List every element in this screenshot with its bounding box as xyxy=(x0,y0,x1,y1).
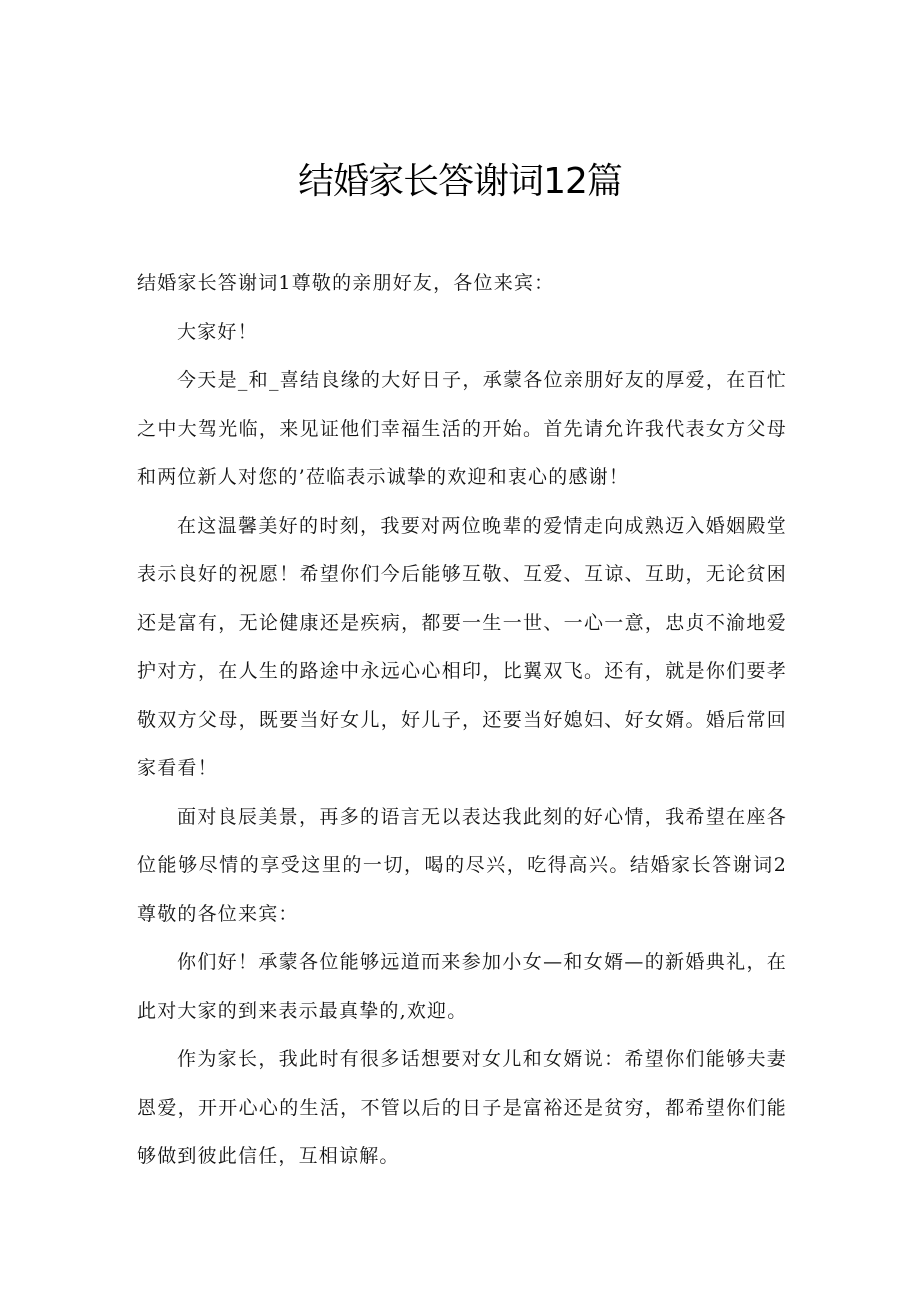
paragraph-welcome: 今天是_和_喜结良缘的大好日子，承蒙各位亲朋好友的厚爱，在百忙之中大驾光临，来见证他们幸福生活的开始。首先请允许我代表女方父母和两位新人对您的’莅临表示诚挚的欢迎和衷心的感谢！ xyxy=(137,369,787,488)
paragraph-greeting: 大家好！ xyxy=(177,320,258,343)
paragraph-closing: 面对良辰美景，再多的语言无以表达我此刻的好心情，我希望在座各位能够尽情的享受这里的一切，喝的尽兴，吃得高兴。结婚家长答谢词2尊敬的各位来宾： xyxy=(137,805,787,925)
document-title: 结婚家长答谢词12篇 xyxy=(298,161,622,202)
document-body xyxy=(137,259,787,1181)
paragraph-blessing: 在这温馨美好的时刻，我要对两位晚辈的爱情走向成熟迈入婚姻殿堂表示良好的祝愿！希望你们今后能够互敬、互爱、互谅、互助，无论贫困还是富有，无论健康还是疾病，都要一生一世、一心一意，忠贞不渝地爱护对方，在人生的路途中永远心心相印，比翼双飞。还有，就是你们要孝敬双方父母，既要当好女儿，好儿子，还要当好媳妇、好女婿。婚后常回家看看！ xyxy=(137,514,787,779)
paragraph-salutation: 结婚家长答谢词1尊敬的亲朋好友，各位来宾： xyxy=(137,272,555,294)
paragraph-advice: 作为家长，我此时有很多话想要对女儿和女婿说：希望你们能够夫妻恩爱，开开心心的生活，不管以后的日子是富裕还是贫穷，都希望你们能够做到彼此信任，互相谅解。 xyxy=(137,1048,787,1167)
paragraph-welcome-2: 你们好！承蒙各位能够远道而来参加小女—和女婿—的新婚典礼，在此对大家的到来表示最真挚的,欢迎。 xyxy=(137,951,787,1022)
